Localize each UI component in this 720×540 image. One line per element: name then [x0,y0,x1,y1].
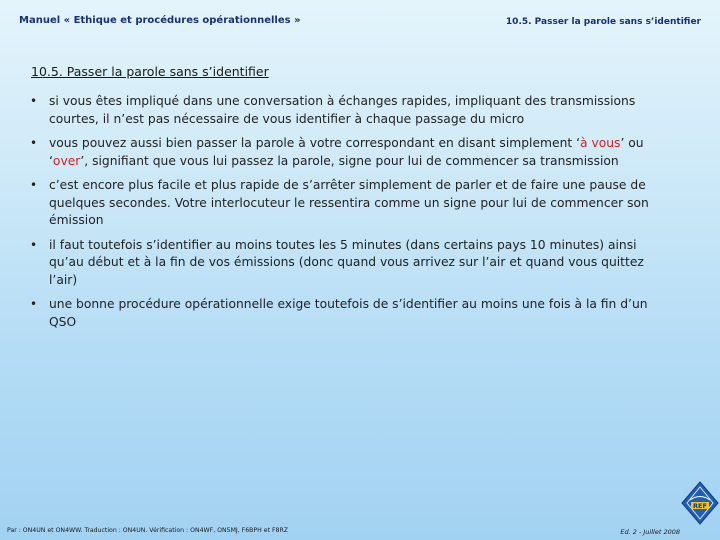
header-manual-title: Manuel « Ethique et procédures opérationnelles » [19,15,301,26]
bullet-text: une bonne procédure opérationnelle exige toutefois de s’identifier au moins une fois à la fin d’un QSO [49,297,648,329]
bullet-text: ’, signifiant que vous lui passez la parole, signe pour lui de commencer sa transmission [80,153,619,168]
header-section-title: 10.5. Passer la parole sans s’identifier [505,17,701,27]
bullet-item [30,93,670,128]
bullet-item [30,177,670,230]
ref-diamond-logo-icon [681,481,719,525]
highlight-over: over [52,153,81,168]
bullet-item [30,237,670,290]
footer-edition: Ed. 2 - Juillet 2008 [620,528,680,536]
section-title: 10.5. Passer la parole sans s’identifier [31,64,269,79]
footer-credits: Par : ON4UN et ON4WW. Traduction : ON4UN. Vérification : ON4WF, ON5MJ, F6BPH et F8RZ [7,527,288,534]
bullet-text: c’est encore plus facile et plus rapide de s’arrêter simplement de parler et de faire une pause de quelques secondes. Votre interlocuteur le ressentira comme un signe pour lui de commencer son émission [49,178,649,227]
bullet-text: si vous êtes impliqué dans une conversation à échanges rapides, impliquant des transmissions courtes, il n’est pas nécessaire de vous identifier à chaque passage du micro [49,94,636,126]
bullet-list [30,93,670,338]
svg-text:REF: REF [693,502,707,510]
highlight-a-vous: à vous [580,136,621,150]
bullet-item [30,135,670,170]
bullet-item [30,296,670,331]
bullet-text: vous pouvez aussi bien passer la parole à votre correspondant en disant simplement ‘ [49,136,580,150]
bullet-text: ’ ou ‘ [49,136,644,168]
bullet-text: il faut toutefois s’identifier au moins toutes les 5 minutes (dans certains pays 10 minutes) ainsi qu’au début et à la fin de vos émissions (donc quand vous arrivez sur l’air et quand vous quittez l’air) [49,237,644,287]
